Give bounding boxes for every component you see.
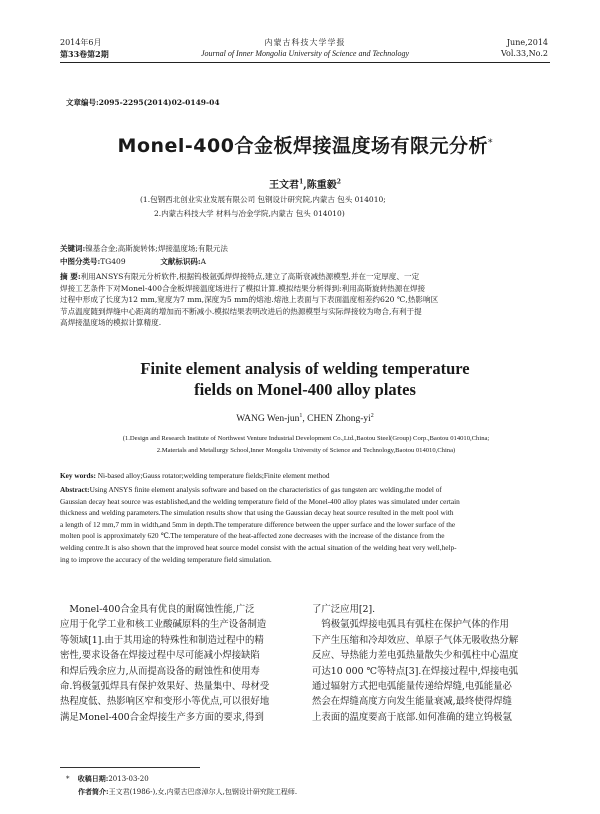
authors-cn (60, 176, 550, 191)
keywords-cn-text: 镍基合金;高斯旋转体;焊接温度场;有限元法 (85, 244, 228, 253)
author2-en-sup: 2 (370, 413, 374, 419)
body-paragraph-line: 热程度低、热影响区窄和变形小等优点,可以很好地 (60, 696, 270, 708)
title-footnote-mark: * (487, 138, 493, 149)
body-paragraph-line: 通过辐射方式把电弧能量传递给焊缝,电弧能量必 (312, 681, 512, 693)
body-paragraph-line: 下产生压缩和冷却效应、单原子气体无吸收热分解 (312, 634, 519, 646)
body-right-column (312, 602, 554, 725)
affiliations-en (60, 433, 552, 457)
author1-cn-sup: 1 (299, 178, 304, 186)
affiliation-cn-1: (1.包钢西北创业实业发展有限公司 包钢设计研究院,内蒙古 包头 014010; (140, 195, 386, 204)
body-paragraph-line: Monel-400合金具有优良的耐腐蚀性能,广泛 (69, 604, 255, 615)
body-paragraph-line: 密性,要求设备在焊接过程中尽可能减小焊接缺陷 (60, 650, 260, 662)
body-paragraph-line: 然会在焊缝高度方向发生能量衰减,最终使得焊缝 (312, 696, 512, 708)
keywords-en-text: Ni-based alloy;Gauss rotator;welding temperature fields;Finite element method (97, 471, 330, 480)
header-rule (60, 62, 550, 63)
header-left-volume: 第33卷第2期 (60, 49, 109, 59)
abstract-en-line: ing to improve the accuracy of the welding temperature field simulation. (60, 554, 272, 564)
body-paragraph-line: 可达10 000 ℃等特点[3].在焊接过程中,焊接电弧 (312, 665, 519, 677)
footnote-star: * (66, 775, 70, 783)
body-paragraph-line: 应用于化学工业和核工业酸碱原料的生产设备制造 (60, 619, 267, 631)
author1-en-sup: 1 (299, 413, 303, 419)
abstract-en-line: Abstract:Using ANSYS finite element analysis software and based on the characteristics of gas tungsten arc welding,the model of (60, 485, 442, 494)
body-paragraph-line: 了广泛应用[2]. (312, 604, 376, 615)
body-paragraph-line: 等领域[1].由于其用途的特殊性和制造过程中的精 (60, 634, 264, 646)
clc-label: 中图分类号: (60, 257, 101, 266)
affiliation-en-1: (1.Design and Research Institute of Northwest Venture Industrial Development Co.,Ltd.,Baotou Steel(Group) Corp.,Baotou 014010,China; (122, 435, 490, 442)
abstract-cn-label: 摘 要: (60, 272, 81, 281)
article-number: 文章编号:2095-2295(2014)02-0149-04 (66, 98, 220, 107)
abstract-cn-line: 焊接工艺条件下对Monel-400合金板焊接温度场进行了模拟计算.模拟结果分析得到:利用高斯旋转热源在焊接 (60, 283, 426, 293)
doc-code-label: 文献标识码: (160, 257, 201, 266)
body-paragraph-line: 和焊后残余应力,从而提高设备的耐蚀性和使用寿 (60, 665, 260, 677)
header-journal-en: Journal of Inner Mongolia University of Science and Technology (200, 49, 410, 58)
abstract-en-line: welding centre.It is also shown that the improved heat source model consist with the actual situation of the welding heat very well,help- (60, 542, 457, 552)
header-right-date: June,2014 (506, 38, 548, 47)
authors-en (60, 413, 550, 424)
body-paragraph-line: 上表面的温度要高于底部.如何准确的建立钨极氩 (312, 711, 512, 723)
abstract-cn-line: 高焊接温度场的模拟计算精度. (60, 318, 162, 327)
author1-cn: 王文君 (269, 180, 300, 191)
keywords-en-label: Key words: (60, 471, 96, 480)
body-paragraph-line: 命.钨极氩弧焊具有保护效果好、热量集中、母材受 (60, 681, 270, 693)
header-left-date: 2014年6月 (60, 38, 102, 47)
abstract-cn-line: 摘 要:利用ANSYS有限元分析软件,根据钨极氩弧焊焊接特点,建立了高斯衰减热源模型,并在一定厚度、一定 (60, 272, 420, 281)
footnote-author (78, 786, 548, 798)
affiliation-cn-2: 2.内蒙古科技大学 材料与冶金学院,内蒙古 包头 014010) (154, 209, 345, 218)
abstract-en-line: a length of 12 mm,7 mm in width,and 5mm in depth.The temperature difference between the upper surface and the lower surface of the (60, 519, 456, 529)
abstract-en-label: Abstract: (60, 485, 90, 494)
doc-code-value: A (200, 257, 207, 266)
author1-en: WANG Wen-jun (236, 414, 300, 425)
keywords-en (60, 470, 552, 482)
abstract-en-line: thickness and welding parameters.The simulation results show that using the Gaussian decay heat source resulted in the melt pool with (60, 508, 454, 518)
author-sep-cn: , (303, 180, 307, 191)
footnote-rule (60, 767, 200, 768)
received-date: 2013-03-20 (108, 775, 149, 783)
affiliation-en-2: 2.Materials and Metallurgy School,Inner Mongolia University of Science and Technology,Baotou 014010,China) (156, 447, 456, 454)
abstract-en-line: Gaussian decay heat source was established,and the welding temperature field of the Monel-400 alloy plates was simulated under certain (60, 496, 460, 506)
title-cn: Monel-400合金板焊接温度场有限元分析 (117, 135, 488, 157)
footnote-received (66, 773, 149, 785)
title-en-line2: fields on Monel-400 alloy plates (194, 380, 416, 399)
abstract-cn (60, 271, 552, 329)
abstract-cn-line: 过程中形成了长度为12 mm,宽度为7 mm,深度为5 mm的熔池.熔池上表面与下表面温度相差约620 ℃,热影响区 (60, 295, 439, 304)
title-cn-block (60, 131, 550, 158)
body-paragraph-line: 反应、导热能力差电弧热量散失少和弧柱中心温度 (312, 650, 519, 662)
author2-en: CHEN Zhong-yi (307, 414, 371, 425)
title-en-line1: Finite element analysis of welding temperature (140, 359, 470, 378)
received-label: 收稿日期: (77, 774, 109, 783)
author2-cn-sup: 2 (336, 178, 341, 186)
author2-cn: 陈重毅 (306, 180, 337, 191)
author-bio-label: 作者简介: (78, 787, 109, 796)
body-paragraph-line: 钨极氩弧焊接电弧具有弧柱在保护气体的作用 (321, 619, 509, 631)
keywords-cn (60, 243, 550, 254)
abstract-en-line: molten pool is approximately 620 ℃.The temperature of the heat-affected zone decreases with the increase of the distance from the (60, 531, 445, 541)
clc-value: TG409 (100, 257, 126, 266)
header-right-volume: Vol.33,No.2 (501, 49, 548, 58)
abstract-cn-line: 节点温度随到焊缝中心距离的增加而不断减小.模拟结果表明改进后的热源模型与实际焊接较为吻合,有利于提 (60, 306, 422, 316)
body-paragraph-line: 满足Monel-400合金焊接生产多方面的要求,得到 (60, 711, 264, 723)
header-journal-cn: 内蒙古科技大学学报 (264, 38, 346, 47)
body-left-column (60, 602, 302, 725)
title-en (60, 358, 550, 400)
abstract-en (60, 484, 552, 565)
author-bio: 王文君(1986-),女,内蒙古巴彦淖尔人,包钢设计研究院工程师. (108, 788, 298, 796)
author-sep-en: , (302, 414, 308, 425)
classification (60, 256, 550, 267)
keywords-cn-label: 关键词: (60, 244, 86, 253)
